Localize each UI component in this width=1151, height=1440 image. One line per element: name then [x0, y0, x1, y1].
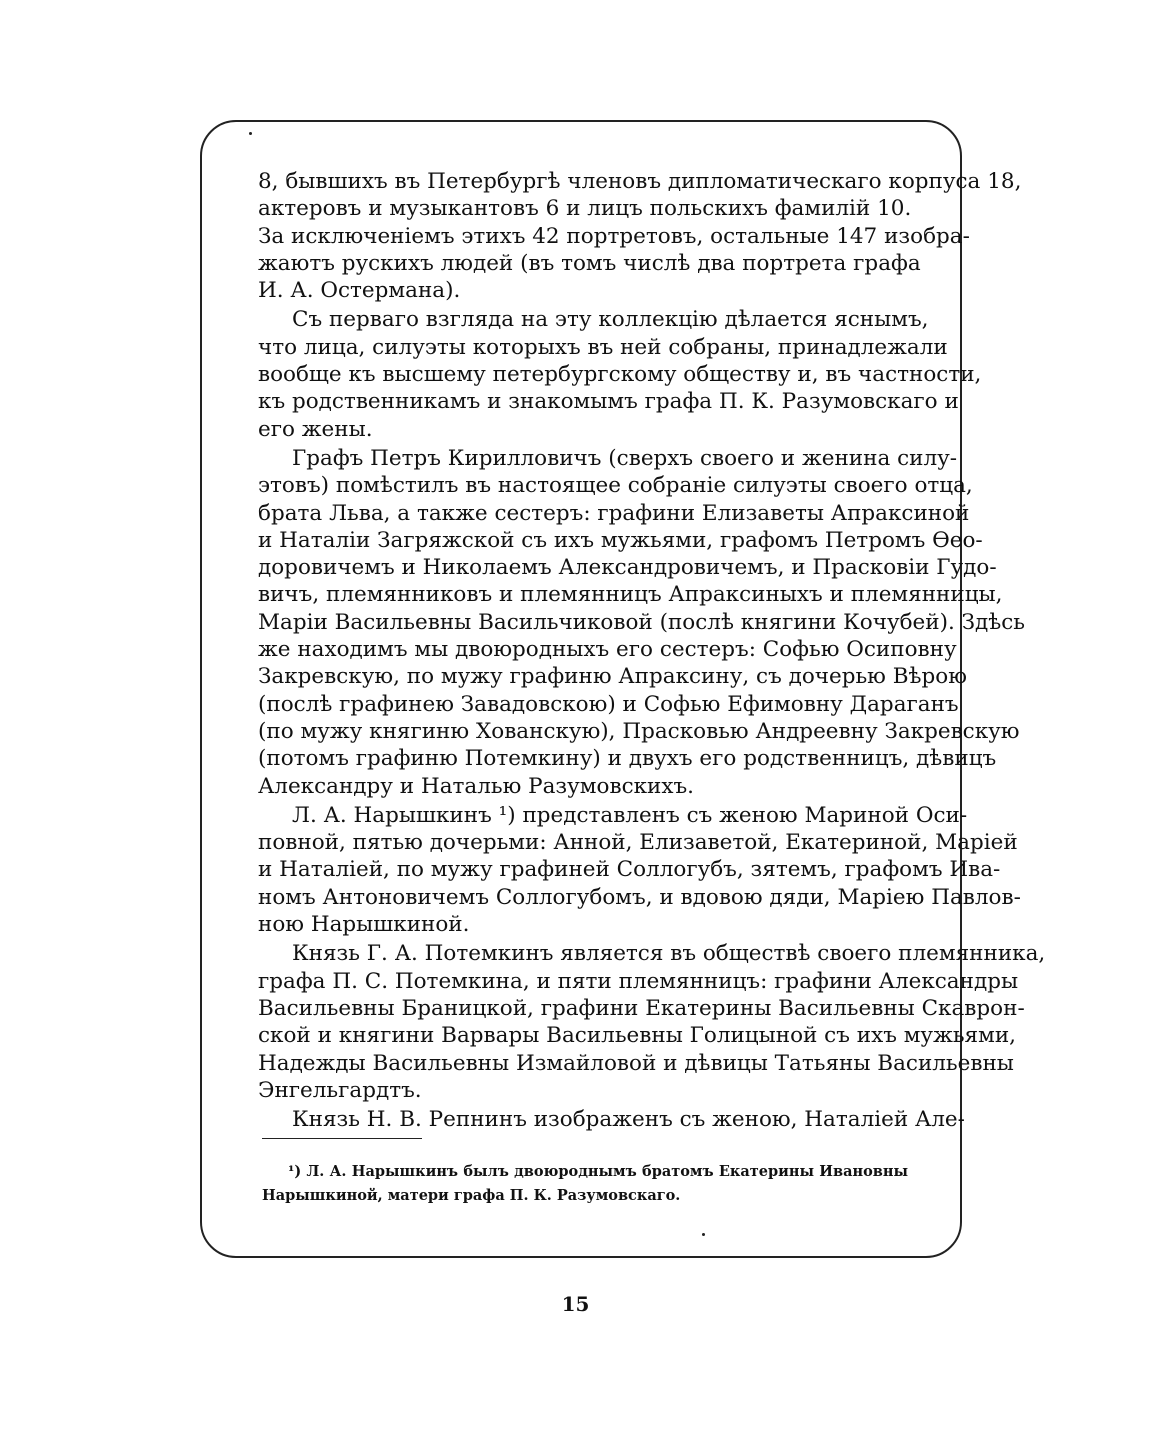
- text-line: Съ перваго взгляда на эту коллекцію дѣлается яснымъ,: [292, 307, 929, 333]
- text-line: этовъ) помѣстилъ въ настоящее собраніе силуэты своего отца,: [258, 473, 973, 499]
- text-line: Князь Г. А. Потемкинъ является въ обществѣ своего племянника,: [292, 941, 1046, 967]
- text-line: ною Нарышкиной.: [258, 912, 470, 938]
- text-line: что лица, силуэты которыхъ въ ней собраны, принадлежали: [258, 334, 948, 360]
- text-line: ской и княгини Варвары Васильевны Голицыной съ ихъ мужьями,: [258, 1023, 1017, 1049]
- main-text: [258, 168, 1046, 1133]
- text-line: Александру и Наталью Разумовскихъ.: [258, 773, 695, 799]
- text-line: Л. А. Нарышкинъ ¹) представленъ съ женою Мариной Оси-: [292, 802, 968, 828]
- text-line: Энгельгардтъ.: [258, 1077, 422, 1103]
- text-line: И. А. Остермана).: [258, 278, 461, 304]
- text-line: вичъ, племянниковъ и племянницъ Апраксиныхъ и племянницы,: [258, 582, 1003, 608]
- text-line: же находимъ мы двоюродныхъ его сестеръ: Софью Осиповну: [258, 637, 957, 663]
- text-line: номъ Антоновичемъ Соллогубомъ, и вдовою дяди, Маріею Павлов-: [258, 884, 1021, 910]
- text-line: жаютъ рускихъ людей (въ томъ числѣ два портрета графа: [258, 250, 921, 276]
- text-line: Закревскую, по мужу графиню Апраксину, съ дочерью Вѣрою: [258, 664, 967, 690]
- text-line: повной, пятью дочерьми: Анной, Елизаветой, Екатериной, Маріей: [258, 830, 1018, 856]
- text-line: вообще къ высшему петербургскому обществу и, въ частности,: [258, 362, 982, 388]
- text-line: Надежды Васильевны Измайловой и дѣвицы Татьяны Васильевны: [258, 1050, 1014, 1076]
- footnote-line: ¹) Л. А. Нарышкинъ былъ двоюроднымъ братомъ Екатерины Ивановны: [288, 1163, 908, 1180]
- text-line: къ родственникамъ и знакомымъ графа П. К. Разумовскаго и: [258, 389, 959, 415]
- footnote-rule: [262, 1138, 422, 1139]
- text-line: и Наталіей, по мужу графиней Соллогубъ, зятемъ, графомъ Ива-: [258, 857, 1001, 883]
- text-line: брата Льва, а также сестеръ: графини Елизаветы Апраксиной: [258, 500, 970, 526]
- text-line: Графъ Петръ Кирилловичъ (сверхъ своего и женина силу-: [292, 445, 958, 471]
- text-line: и Наталіи Загряжской съ ихъ мужьями, графомъ Петромъ Ѳео-: [258, 527, 983, 553]
- page-number: 15: [561, 1292, 590, 1316]
- text-line: 8, бывшихъ въ Петербургѣ членовъ дипломатическаго корпуса 18,: [258, 169, 1022, 194]
- text-line: (послѣ графинею Завадовскою) и Софью Ефимовну Дараганъ: [258, 691, 959, 717]
- text-line: (по мужу княгиню Хованскую), Прасковью Андреевну Закревскую: [258, 718, 1020, 744]
- text-line: актеровъ и музыкантовъ 6 и лицъ польскихъ фамилій 10.: [258, 196, 912, 222]
- footnote-block: [262, 1160, 908, 1208]
- text-line: Князь Н. В. Репнинъ изображенъ съ женою, Наталіей Але-: [292, 1107, 965, 1133]
- text-line: За исключеніемъ этихъ 42 портретовъ, остальные 147 изобра-: [258, 223, 970, 249]
- speck-dot: [702, 1233, 705, 1236]
- text-line: (потомъ графиню Потемкину) и двухъ его родственницъ, дѣвицъ: [258, 746, 997, 772]
- text-line: Васильевны Браницкой, графини Екатерины Васильевны Скаврон-: [258, 995, 1025, 1021]
- text-line: Маріи Васильевны Васильчиковой (послѣ княгини Кочубей). Здѣсь: [258, 609, 1026, 635]
- footnote-line: Нарышкиной, матери графа П. К. Разумовскаго.: [262, 1187, 681, 1204]
- text-line: доровичемъ и Николаемъ Александровичемъ, и Прасковіи Гудо-: [258, 555, 997, 581]
- text-line: графа П. С. Потемкина, и пяти племянницъ: графини Александры: [258, 968, 1019, 994]
- speck-dot: [249, 132, 252, 135]
- text-line: его жены.: [258, 416, 373, 442]
